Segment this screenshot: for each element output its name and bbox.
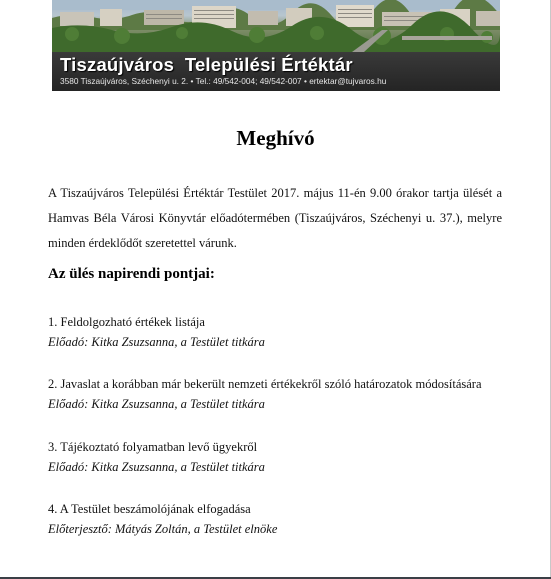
agenda-item-title: 1. Feldolgozható értékek listája	[48, 315, 205, 329]
agenda-item-presenter: Előadó: Kitka Zsuzsanna, a Testület titkára	[48, 397, 265, 411]
agenda-item	[48, 374, 528, 414]
agenda-item-presenter: Előterjesztő: Mátyás Zoltán, a Testület elnöke	[48, 522, 278, 536]
agenda-item-title: 4. A Testület beszámolójának elfogadása	[48, 502, 251, 516]
page-title: Meghívó	[236, 126, 315, 150]
intro-paragraph: A Tiszaújváros Települési Értéktár Testület 2017. május 11-én 9.00 órakor tartja ülését a Hamvas Béla Városi Könyvtár előadótermében (Tiszaújváros, Széchenyi u. 37.), melyre minden érdeklődőt szeretettel várunk.	[48, 186, 502, 250]
agenda-item	[48, 499, 528, 539]
agenda-item-title: 2. Javaslat a korábban már bekerült nemzeti értékekről szóló határozatok módosítására	[48, 377, 482, 391]
agenda-item	[48, 437, 528, 477]
agenda-heading: Az ülés napirendi pontjai:	[48, 266, 215, 282]
agenda-item-presenter: Előadó: Kitka Zsuzsanna, a Testület titkára	[48, 335, 265, 349]
agenda-item-title: 3. Tájékoztató folyamatban levő ügyekről	[48, 440, 258, 454]
banner-address: 3580 Tiszaújváros, Széchenyi u. 2. • Tel.: 49/542-004; 49/542-007 • ertektar@tujvaros.hu	[60, 76, 387, 86]
agenda-item	[48, 312, 528, 352]
city-panorama-image	[52, 0, 500, 52]
city-panorama-graphic	[52, 0, 500, 52]
agenda-item-presenter: Előadó: Kitka Zsuzsanna, a Testület titkára	[48, 460, 265, 474]
header-banner	[52, 0, 500, 91]
banner-title: Tiszaújváros Települési Értéktár	[60, 54, 353, 75]
